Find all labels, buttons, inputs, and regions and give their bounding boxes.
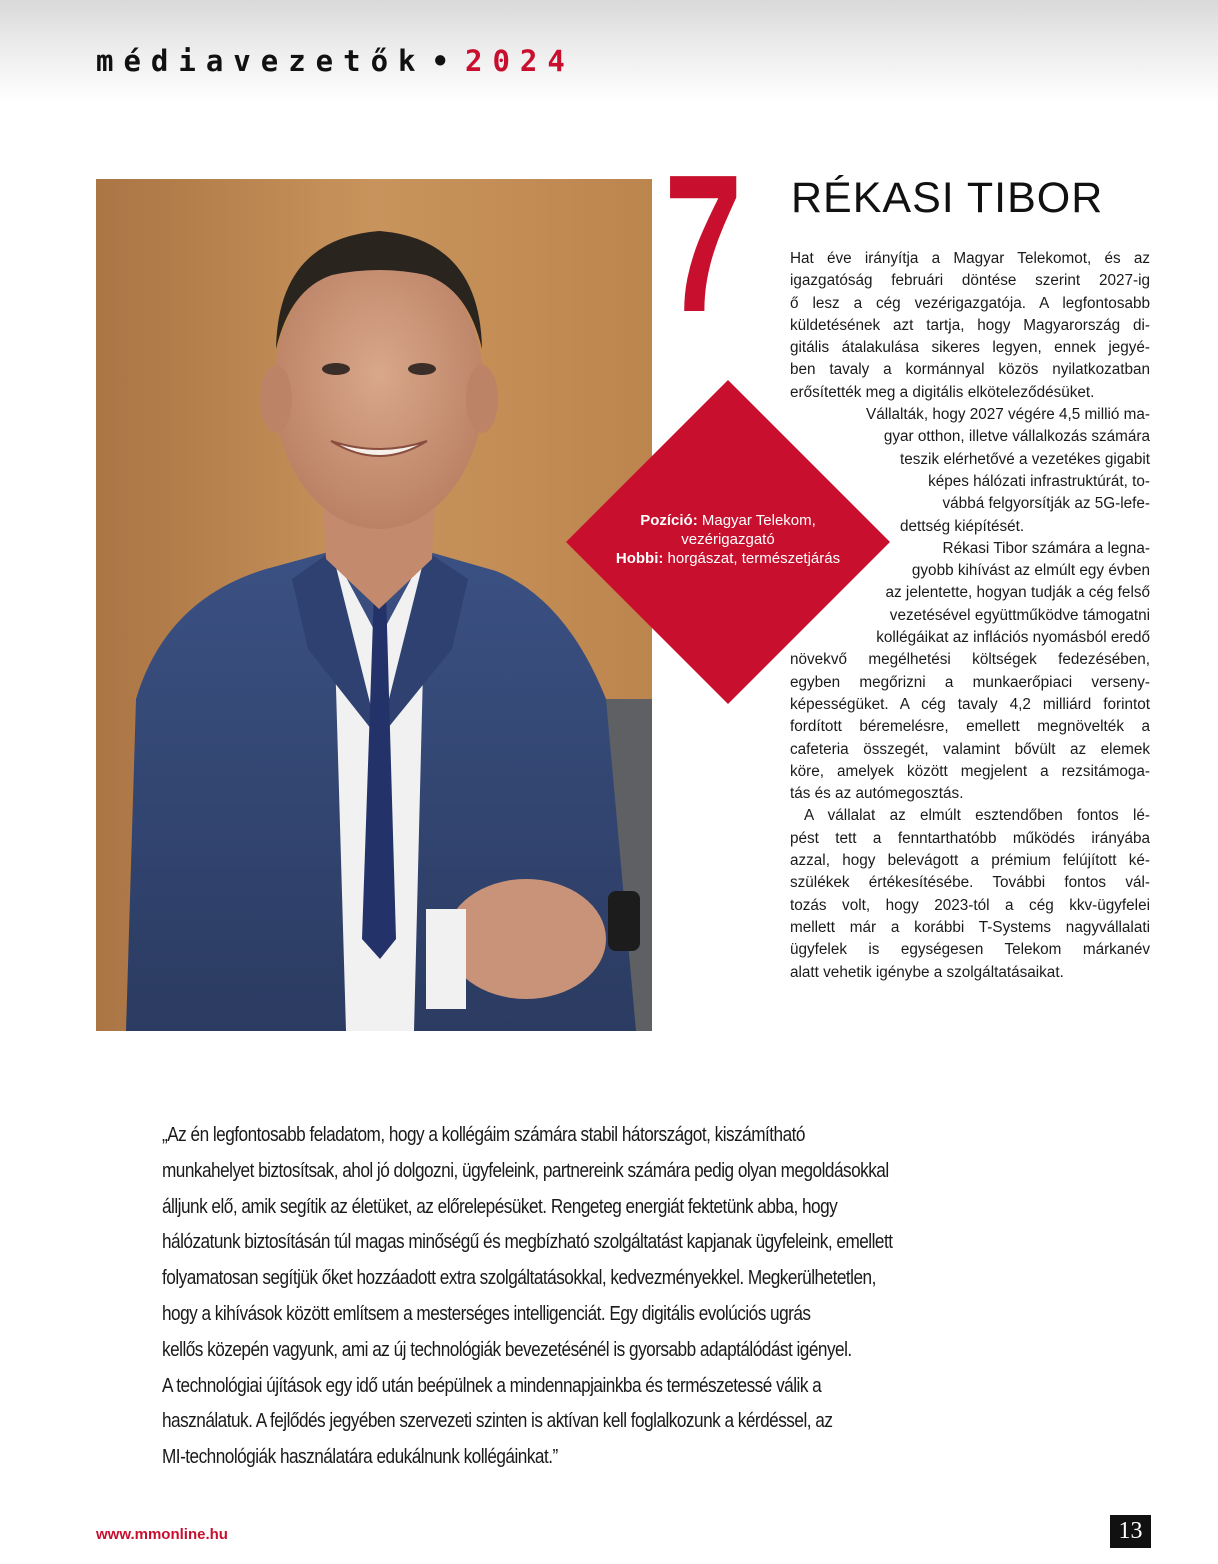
article-line: ben tavaly a kormánnyal közös nyilatkozatban — [790, 361, 1150, 379]
position-value-1: Magyar Telekom, — [701, 512, 816, 529]
quote-line: hogy a kihívások között említsem a mesterséges intelligenciát. Egy digitális evolúciós ugrás — [162, 1302, 811, 1325]
magazine-year: 2024 — [464, 44, 575, 78]
article-line: pést tett a fenntarthatóbb működés irányába — [790, 829, 1150, 847]
article-line: igazgatóság februári döntése szerint 2027-ig — [790, 272, 1150, 290]
quote-line: MI-technológiák használatára edukálnunk kollégáinkat.” — [162, 1446, 558, 1469]
article-line: fordított béremelésre, emellett megnövelték a — [790, 718, 1150, 736]
pull-quote — [162, 1118, 1122, 1476]
article-line: vábbá felgyorsítják az 5G-lefe- — [942, 495, 1150, 513]
quote-line: használatuk. A fejlődés jegyében szervezeti szinten is aktívan kell foglalkozunk a kérdéssel, az — [162, 1410, 833, 1433]
quote-line: álljunk elő, amik segítik az életüket, az előrelepésüket. Rengeteg energiát fektetünk abba, hogy — [162, 1195, 838, 1218]
quote-line: hálózatunk biztosításán túl magas minőségű és megbízható szolgáltatást kapjanak ügyfeleink, emellett — [162, 1231, 893, 1254]
article-line: gyar otthon, illetve vállalkozás számára — [883, 428, 1150, 446]
person-name: RÉKASI TIBOR — [791, 174, 1104, 222]
footer-website-link[interactable]: www.mmonline.hu — [96, 1526, 228, 1543]
article-line: képességüket. A cég tavaly 4,2 milliárd forintot — [790, 695, 1150, 713]
position-line-2: vezérigazgató — [681, 531, 775, 548]
rank-number: 7 — [664, 134, 743, 353]
article-line: tozás volt, hogy 2023-tól a cég kkv-ügyfelei — [790, 896, 1150, 914]
article-line: ő lesz a cég vezérigazgatója. A legfontosabb — [790, 294, 1150, 312]
article-line: Hat éve irányítja a Magyar Telekomot, és az — [790, 250, 1150, 267]
article-line: köre, amelyek között megjelent a rezsitámoga- — [790, 762, 1150, 780]
article-line: vezetésével együttműködve támogatni — [889, 606, 1150, 624]
article-line: azzal, hogy belevágott a prémium felújított ké- — [790, 852, 1150, 870]
article-line: Rékasi Tibor számára a legna- — [942, 539, 1150, 557]
quote-line: munkahelyet biztosítsak, ahol jó dolgozni, ügyfeleink, partnereink számára pedig olyan megoldásokkal — [162, 1159, 889, 1182]
article-line: képes hálózati infrastruktúrát, to- — [928, 472, 1150, 490]
article-line: tás és az autómegosztás. — [790, 785, 964, 803]
article-line: egyben megőrizni a munkaerőpiaci verseny- — [790, 673, 1150, 691]
quote-line: folyamatosan segítjük őket hozzáadott extra szolgáltatásokkal, kedvezményekkel. Megkerülhetetlen, — [162, 1267, 876, 1290]
article-line: gitális átalakulása sikeres legyen, ennek jegyé- — [790, 339, 1150, 357]
quote-line: A technológiai újítások egy idő után beépülnek a mindennapjainkba és természetessé válik a — [162, 1374, 822, 1397]
article-line: Vállalták, hogy 2027 végére 4,5 millió ma- — [866, 406, 1150, 424]
title-separator: • — [431, 44, 459, 78]
hobby-label: Hobbi: — [615, 550, 664, 567]
article-line: mellett már a korábbi T-Systems nagyvállalati — [790, 918, 1150, 936]
article-line: növekvő megélhetési költségek fedezésében, — [790, 651, 1150, 669]
magazine-title — [96, 44, 575, 78]
article-line: A vállalat az elmúlt esztendőben fontos lé- — [804, 807, 1150, 825]
article-line: az jelentette, hogyan tudják a cég felső — [885, 584, 1150, 602]
hobby-value: horgászat, természetjárás — [667, 550, 841, 567]
quote-line: „Az én legfontosabb feladatom, hogy a kollégáim számára stabil hátországot, kiszámítható — [162, 1124, 805, 1146]
article-body — [790, 248, 1150, 984]
article-line: teszik elérhetővé a vezetékes gigabit — [900, 450, 1150, 468]
magazine-name: médiavezetők — [96, 44, 426, 78]
article-line: kollégáikat az inflációs nyomásból eredő — [876, 629, 1150, 647]
article-line: küldetésének azt tartja, hogy Magyarország di- — [790, 316, 1150, 334]
article-line: erősítették meg a digitális elköteleződésüket. — [790, 383, 1095, 401]
article-line: cafeteria összegét, valamint bővült az elemek — [790, 740, 1150, 758]
position-label: Pozíció: — [640, 512, 698, 529]
page-number: 13 — [1110, 1515, 1151, 1548]
quote-line: kellős közepén vagyunk, ami az új technológiák bevezetésénél is gyorsabb adaptálódást igényel. — [162, 1338, 852, 1361]
article-line: gyobb kihívást az elmúlt egy évben — [911, 562, 1150, 580]
article-line: szülékek értékesítésébe. További fontos vál- — [790, 874, 1150, 892]
article-line: alatt vehetik igénybe a szolgáltatásaikat. — [790, 963, 1064, 981]
article-line: dettség kiépítését. — [900, 517, 1025, 535]
article-line: ügyfelek is egységesen Telekom márkanév — [790, 941, 1150, 959]
